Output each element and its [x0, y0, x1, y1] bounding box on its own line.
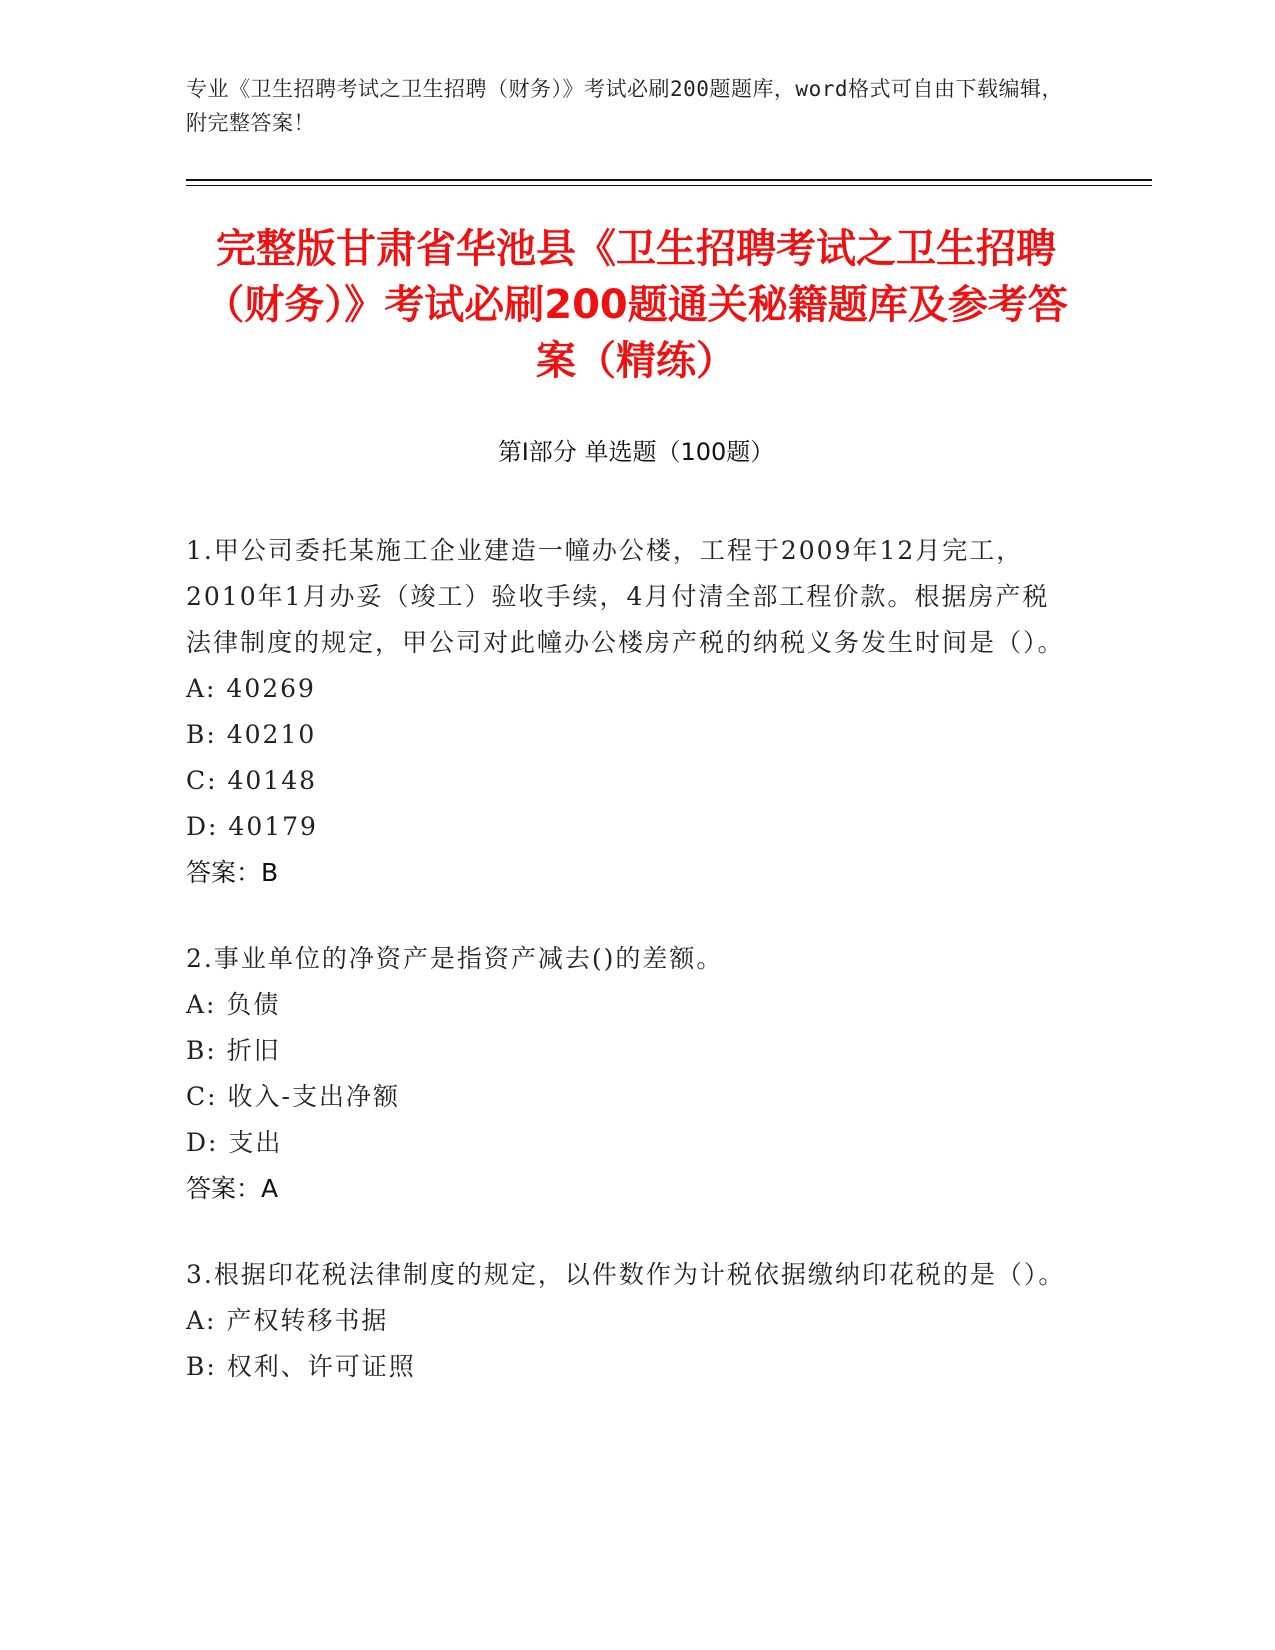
option-b: B: 权利、许可证照: [186, 1352, 416, 1381]
question-2: [186, 936, 1066, 1212]
option-d: D: 40179: [186, 812, 318, 841]
option-a: A: 负债: [186, 990, 281, 1019]
option-c: C: 收入-支出净额: [186, 1082, 400, 1111]
option-a: A: 40269: [186, 674, 316, 703]
question-stem: 2.事业单位的净资产是指资产减去()的差额。: [186, 944, 724, 973]
document-title: 完整版甘肃省华池县《卫生招聘考试之卫生招聘（财务）》考试必刷200题通关秘籍题库及参考答案（精练）: [204, 226, 1068, 384]
header-divider-thick: [186, 179, 1152, 181]
question-stem: 1.甲公司委托某施工企业建造一幢办公楼，工程于2009年12月完工，2010年1月办妥（竣工）验收手续，4月付清全部工程价款。根据房产税法律制度的规定，甲公司对此幢办公楼房产税的纳税义务发生时间是（）。: [186, 536, 1065, 657]
option-b: B: 40210: [186, 720, 317, 749]
question-3: [186, 1252, 1066, 1390]
option-b: B: 折旧: [186, 1036, 281, 1065]
question-stem: 3.根据印花税法律制度的规定，以件数作为计税依据缴纳印花税的是（）。: [186, 1260, 1066, 1289]
header-divider-thin: [186, 185, 1152, 186]
section-title: 第I部分 单选题（100题）: [497, 438, 775, 466]
option-a: A: 产权转移书据: [186, 1306, 389, 1335]
answer-line: 答案：A: [186, 1174, 279, 1203]
header-note: 专业《卫生招聘考试之卫生招聘（财务）》考试必刷200题题库，word格式可自由下载编辑，附完整答案！: [186, 77, 1063, 135]
option-c: C: 40148: [186, 766, 318, 795]
option-d: D: 支出: [186, 1128, 283, 1157]
question-list: [186, 528, 1066, 1430]
question-1: [186, 528, 1066, 896]
answer-line: 答案：B: [186, 858, 279, 887]
